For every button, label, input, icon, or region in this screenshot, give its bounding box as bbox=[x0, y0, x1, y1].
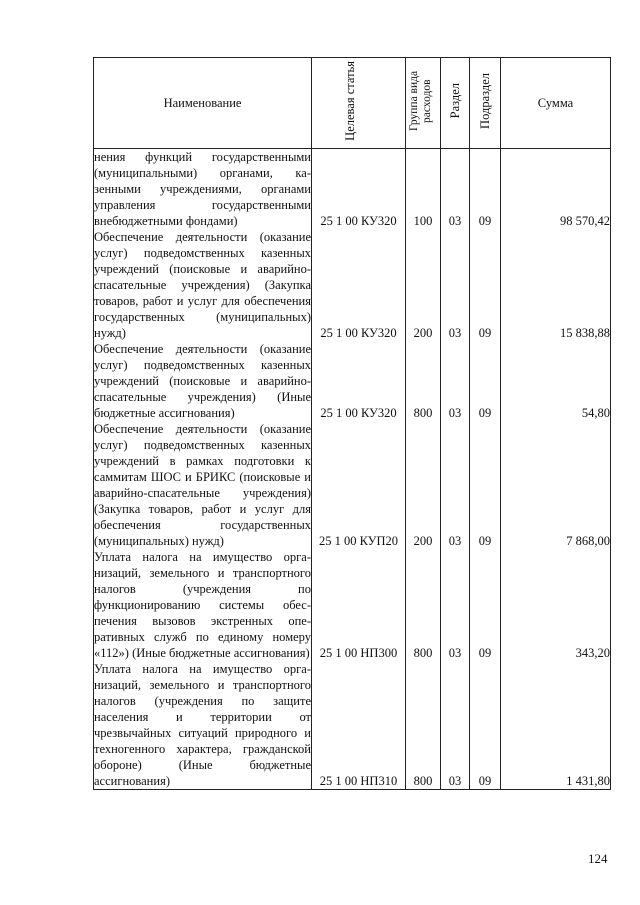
header-expense-group: Группа вида расходов bbox=[406, 58, 441, 149]
row-section: 03 bbox=[441, 341, 470, 421]
row-target: 25 1 00 НП310 bbox=[312, 661, 406, 790]
row-section: 03 bbox=[441, 149, 470, 230]
table-row bbox=[94, 549, 611, 661]
header-target: Целевая статья bbox=[312, 58, 406, 149]
row-name: Обеспечение деятельности (оказание услуг) подведомственных казенных учреждений в рамках подготовки к саммитам ШОС и БРИКС (поисковые и аварийно-спасательные учреждения) (Закупка товаров, работ и услуг для обеспечения государственных (муниципальных) нужд) bbox=[94, 422, 311, 548]
header-section: Раздел bbox=[441, 58, 470, 149]
table-row bbox=[94, 341, 611, 421]
budget-table bbox=[93, 57, 611, 790]
row-section: 03 bbox=[441, 229, 470, 341]
header-sum: Сумма bbox=[501, 58, 611, 149]
row-sum: 7 868,00 bbox=[501, 421, 611, 549]
row-sum: 1 431,80 bbox=[501, 661, 611, 790]
row-name: Обеспечение деятельности (оказание услуг) подведомственных казенных учреждений (поисковые и аварийно-спасательные учреждения) (Закупка товаров, работ и услуг для обеспечения государственных (муниципальных) нужд) bbox=[94, 230, 311, 340]
row-group: 800 bbox=[406, 341, 441, 421]
table-row bbox=[94, 229, 611, 341]
row-target: 25 1 00 КУП20 bbox=[312, 421, 406, 549]
row-sum: 54,80 bbox=[501, 341, 611, 421]
row-name: Уплата налога на имущество организаций, земельного и транспортного налогов (учреждения по защите населения и территории от чрезвычайных ситуаций природного и техногенного характера, гражданской обороне) (Иные бюджетные ассигнования) bbox=[94, 662, 311, 788]
row-name: Обеспечение деятельности (оказание услуг) подведомственных казенных учреждений (поисковые и аварийно-спасательные учреждения) (Иные бюджетные ассигнования) bbox=[94, 342, 311, 420]
row-target: 25 1 00 КУ320 bbox=[312, 229, 406, 341]
header-subsection: Подраздел bbox=[470, 58, 501, 149]
row-group: 800 bbox=[406, 549, 441, 661]
row-subsection: 09 bbox=[470, 549, 501, 661]
row-group: 800 bbox=[406, 661, 441, 790]
row-subsection: 09 bbox=[470, 149, 501, 230]
row-section: 03 bbox=[441, 549, 470, 661]
row-section: 03 bbox=[441, 661, 470, 790]
page-number: 124 bbox=[588, 851, 608, 866]
row-group: 200 bbox=[406, 421, 441, 549]
table-row bbox=[94, 149, 611, 230]
table-row bbox=[94, 661, 611, 790]
row-group: 100 bbox=[406, 149, 441, 230]
row-name: Уплата налога на имущество организаций, земельного и транспортного налогов (учреждения по функционированию системы обеспечения вызовов экстренных оперативных служб по единому номеру «112») (Иные бюджетные ассигнования) bbox=[94, 550, 311, 660]
row-subsection: 09 bbox=[470, 229, 501, 341]
row-sum: 343,20 bbox=[501, 549, 611, 661]
row-subsection: 09 bbox=[470, 421, 501, 549]
header-name: Наименование bbox=[94, 58, 312, 149]
row-target: 25 1 00 КУ320 bbox=[312, 149, 406, 230]
row-target: 25 1 00 НП300 bbox=[312, 549, 406, 661]
row-sum: 98 570,42 bbox=[501, 149, 611, 230]
row-sum: 15 838,88 bbox=[501, 229, 611, 341]
header-row bbox=[94, 58, 611, 149]
table-row bbox=[94, 421, 611, 549]
row-section: 03 bbox=[441, 421, 470, 549]
row-group: 200 bbox=[406, 229, 441, 341]
row-target: 25 1 00 КУ320 bbox=[312, 341, 406, 421]
row-name: нения функций государственными (муниципальными) органами, казенными учреждениями, органами управления государственными внебюджетными фондами) bbox=[94, 150, 311, 228]
row-subsection: 09 bbox=[470, 661, 501, 790]
row-subsection: 09 bbox=[470, 341, 501, 421]
